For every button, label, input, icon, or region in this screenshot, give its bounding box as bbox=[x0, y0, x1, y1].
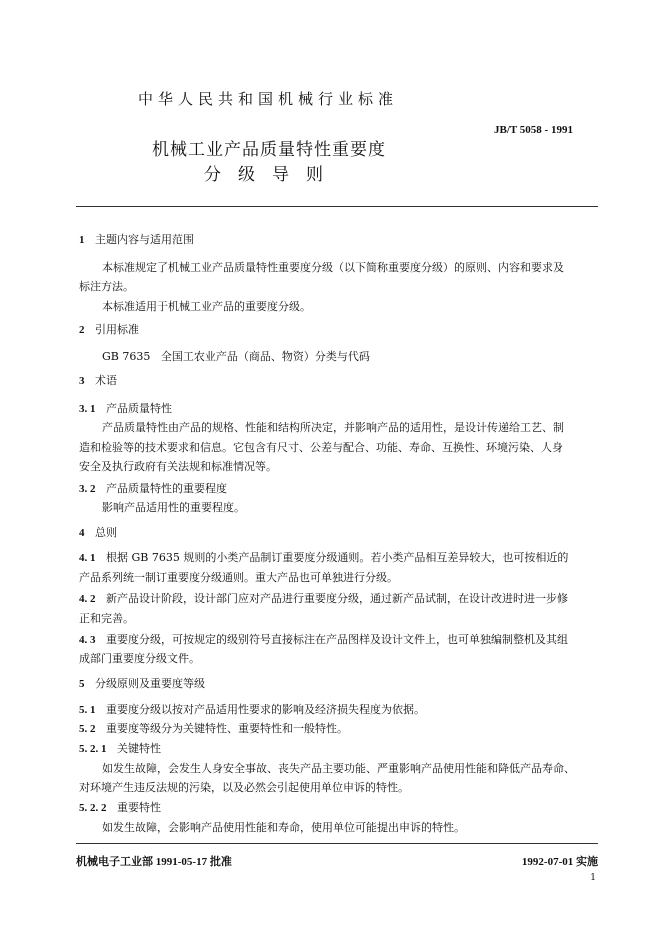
section-5-2-1-heading: 5. 2. 1 关键特性 bbox=[79, 742, 161, 755]
section-1-para-1b: 标注方法。 bbox=[79, 280, 134, 293]
approval-info: 机械电子工业部 1991-05-17 批准 bbox=[76, 856, 232, 868]
section-2-reference: GB 7635 全国工农业产品（商品、物资）分类与代码 bbox=[102, 350, 370, 363]
section-4-3-line-b: 成部门重要度分级文件。 bbox=[79, 652, 200, 665]
section-3-1-line-a: 产品质量特性由产品的规格、性能和结构所决定，并影响产品的适用性，是设计传递给工艺、制 bbox=[102, 421, 564, 434]
document-subtitle: 分级导则 bbox=[204, 165, 340, 185]
section-1-para-1a: 本标准规定了机械工业产品质量特性重要度分级（以下简称重要度分级）的原则、内容和要求及 bbox=[102, 261, 564, 274]
section-4-1-line-a: 4. 1 根据 GB 7635 规则的小类产品制订重要度分级通则。若小类产品相互差异较大，也可按相近的 bbox=[79, 551, 569, 564]
section-3-heading: 3 术语 bbox=[79, 374, 117, 387]
header-divider bbox=[76, 206, 598, 207]
document-title: 机械工业产品质量特性重要度 bbox=[152, 140, 386, 160]
section-3-1-heading: 3. 1 产品质量特性 bbox=[79, 402, 172, 415]
section-3-2-text: 影响产品适用性的重要程度。 bbox=[102, 501, 245, 514]
section-5-heading: 5 分级原则及重要度等级 bbox=[79, 677, 205, 690]
section-3-1-line-c: 安全及执行政府有关法规和标准情况等。 bbox=[79, 460, 277, 473]
section-4-1-line-b: 产品系列统一制订重要度分级通则。重大产品也可单独进行分级。 bbox=[79, 571, 398, 584]
section-5-2-1-line-b: 对环境产生违反法规的污染，以及必然会引起使用单位申诉的特性。 bbox=[79, 781, 409, 794]
issuing-organization: 中华人民共和国机械行业标准 bbox=[138, 90, 399, 108]
section-4-3-line-a: 4. 3 重要度分级，可按规定的级别符号直接标注在产品图样及设计文件上，也可单独编制整机及其组 bbox=[79, 633, 568, 646]
section-3-1-line-b: 造和检验等的技术要求和信息。它包含有尺寸、公差与配合、功能、寿命、互换性、环境污染、人身 bbox=[79, 441, 563, 454]
section-4-heading: 4 总则 bbox=[79, 526, 117, 539]
section-5-2-2-heading: 5. 2. 2 重要特性 bbox=[79, 801, 161, 814]
footer-divider bbox=[76, 843, 598, 844]
section-4-2-line-b: 正和完善。 bbox=[79, 612, 134, 625]
section-5-2: 5. 2 重要度等级分为关键特性、重要特性和一般特性。 bbox=[79, 722, 348, 735]
section-1-heading: 1 主题内容与适用范围 bbox=[79, 233, 194, 246]
section-2-heading: 2 引用标准 bbox=[79, 323, 139, 336]
standard-code: JB/T 5058 - 1991 bbox=[494, 124, 573, 136]
implementation-date: 1992-07-01 实施 bbox=[521, 856, 598, 868]
section-1-para-2: 本标准适用于机械工业产品的重要度分级。 bbox=[102, 300, 311, 313]
page-number: 1 bbox=[590, 873, 596, 883]
section-5-1: 5. 1 重要度分级以按对产品适用性要求的影响及经济损失程度为依据。 bbox=[79, 703, 425, 716]
section-4-2-line-a: 4. 2 新产品设计阶段，设计部门应对产品进行重要度分级，通过新产品试制，在设计改进时进一步修 bbox=[79, 592, 568, 605]
section-3-2-heading: 3. 2 产品质量特性的重要程度 bbox=[79, 482, 227, 495]
section-5-2-1-line-a: 如发生故障，会发生人身安全事故、丧失产品主要功能、严重影响产品使用性能和降低产品寿命、 bbox=[102, 762, 575, 775]
section-5-2-2-text: 如发生故障，会影响产品使用性能和寿命，使用单位可能提出申诉的特性。 bbox=[102, 821, 465, 834]
